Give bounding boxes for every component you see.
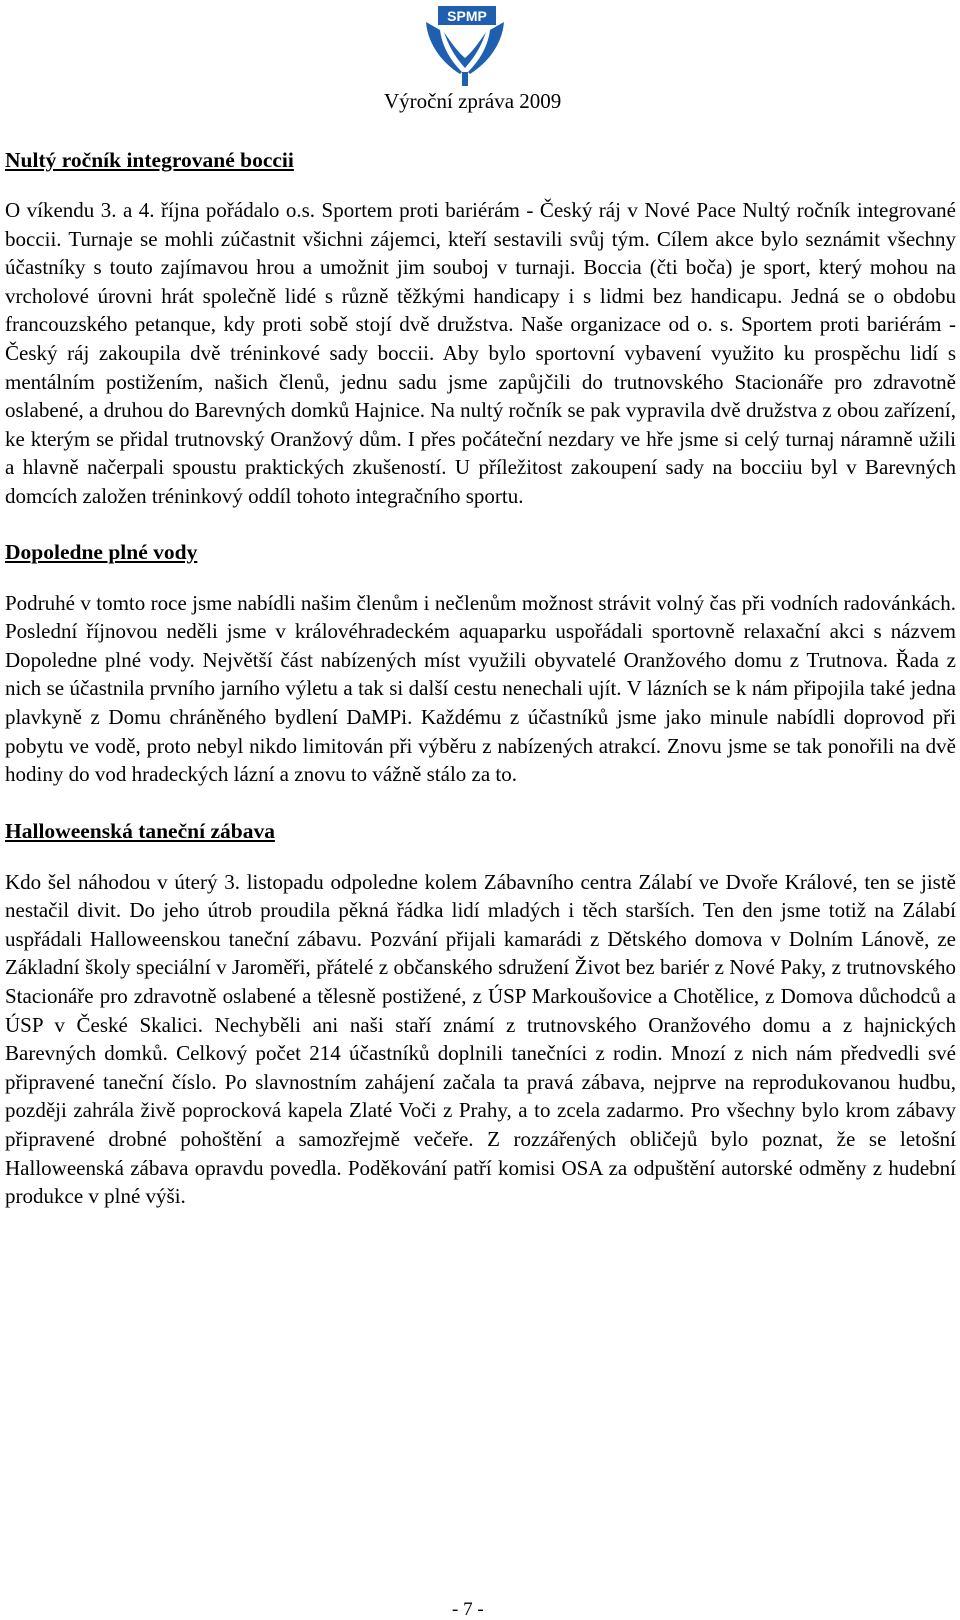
report-title: Výroční zpráva 2009 <box>384 89 562 113</box>
logo-right-hand <box>468 22 504 74</box>
logo-text: SPMP <box>447 8 487 24</box>
section-heading-halloween: Halloweenská taneční zábava <box>5 818 275 843</box>
section-text-boccia: O víkendu 3. a 4. října pořádalo o.s. Sportem proti bariérám - Český ráj v Nové Pace Nultý ročník integrované boccii. Turnaje se mohli zúčastnit všichni zájemci, kteří sestavili svůj tým. Cílem akce bylo seznámit všechny účastníky s touto zajímavou hrou a umožnit jim souboj v turnaji. Boccia (čti boča) je sport, který mohou na vrcholové úrovni hrát společně lidé s různě těžkými handicapy i s lidmi bez handicapu. Jedná se o obdobu francouzského petanque, kdy proti sobě stojí dvě družstva. Naše organizace od o. s. Sportem proti bariérám - Český ráj zakoupila dvě tréninkové sady boccii. Aby bylo sportovní vybavení využito ku prospěchu lidí s mentálním postižením, našich členů, jednu sadu jsme zapůjčili do trutnovského Stacionáře pro zdravotně oslabené, a druhou do Barevných domků Hajnice. Na nultý ročník se pak vypravila dvě družstva z obou zařízení, ke kterým se přidal trutnovský Oranžový dům. I přes počáteční nezdary ve hře jsme si celý turnaj náramně užili a hlavně načerpali spoustu praktických zkušeností. U příležitost zakoupení sady na bocciiu byl v Barevných domcích založen tréninkový oddíl tohoto integračního sportu. <box>5 198 956 508</box>
spmp-logo <box>420 2 510 88</box>
section-text-aquapark: Podruhé v tomto roce jsme nabídli našim členům i nečlenům možnost strávit volný čas při vodních radovánkách. Poslední říjnovou neděli jsme v královéhradeckém aquaparku uspořádali sportovně relaxační akci s názvem Dopoledne plné vody. Největší část nabízených míst využili obyvatelé Oranžového domu z Trutnova. Řada z nich se účastnila prvního jarního výletu a tak si další cestu nenechali ujít. V lázních se k nám připojila také jedna plavkyně z Domu chráněného bydlení DaMPi. Každému z účastníků jsme jako minule nabídli doprovod při pobytu ve vodě, proto nebyl nikdo limitován při výběru z nabízených atrakcí. Znovu jsme se tak ponořili na dvě hodiny do vod hradeckých lázní a znovu to vážně stálo za to. <box>5 590 956 787</box>
section-heading-boccia: Nultý ročník integrované boccii <box>5 148 294 172</box>
page-number: - 7 - <box>452 1599 484 1620</box>
document-body <box>5 146 956 1211</box>
section-heading-aquapark: Dopoledne plné vody <box>5 539 198 564</box>
section-text-halloween: Kdo šel náhodou v úterý 3. listopadu odpoledne kolem Zábavního centra Zálabí ve Dvoře Králové, ten se jistě nestačil divit. Do jeho útrob proudila pěkná řádka lidí mladých i těch starších. Ten den jsme totiž na Zálabí uspřádali Halloweenskou taneční zábavu. Pozvání přijali kamarádi z Dětského domova v Dolním Lánově, ze Základní školy speciální v Jaroměři, přátelé z občanského sdružení Život bez bariér z Nové Paky, z trutnovského Stacionáře pro zdravotně oslabené a tělesně postižené, z ÚSP Markoušovice a Chotělice, z Domova důchodců a ÚSP v České Skalici. Nechyběli ani naši staří známí z trutnovského Oranžového domu a z hajnických Barevných domků. Celkový počet 214 účastníků doplnili tanečníci z rodin. Mnozí z nich nám předvedli své připravené taneční číslo. Po slavnostním zahájení začala ta pravá zábava, nejprve na reprodukovanou hudbu, později zahrála živě poprocková kapela Zlaté Voči z Prahy, a to zcela zadarmo. Pro všechny bylo krom zábavy připravené drobné pohoštění a samozřejmě večeře. Z rozzářených obličejů bylo poznat, že se letošní Halloweenská zábava opravdu povedla. Poděkování patří komisi OSA za odpuštění autorské odměny z hudební produkce v plné výši. <box>5 869 956 1209</box>
spmp-logo-graphic <box>420 2 510 88</box>
logo-stem <box>462 72 468 86</box>
logo-left-hand <box>426 22 462 74</box>
